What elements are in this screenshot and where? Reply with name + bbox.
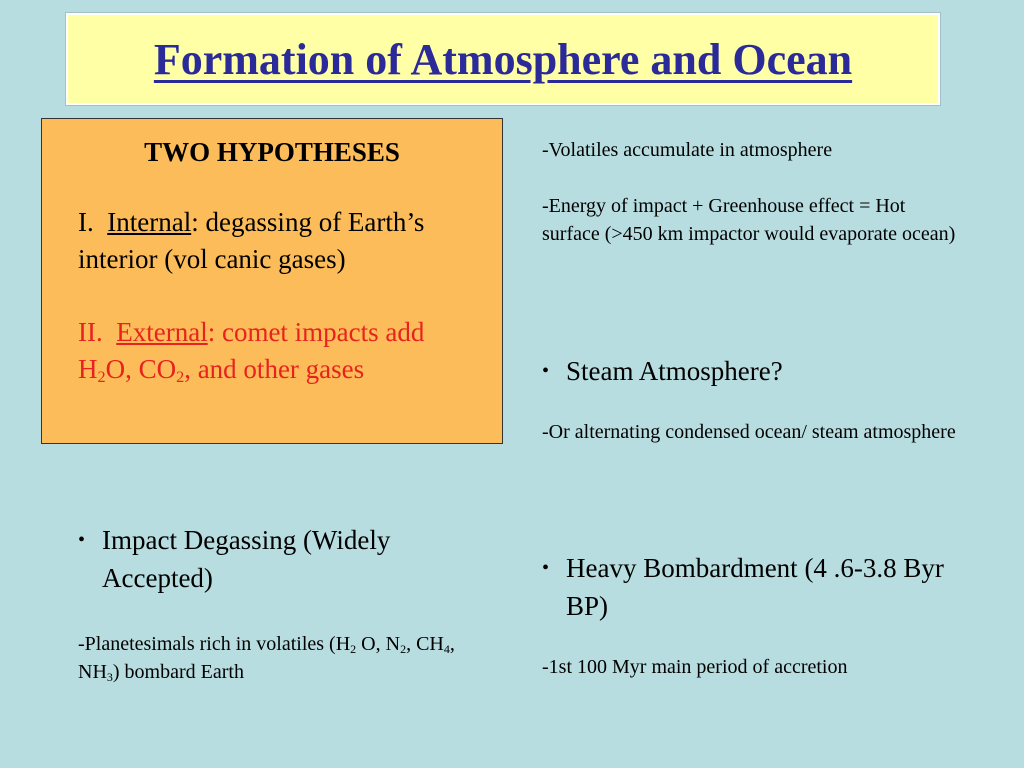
- note-alternating: -Or alternating condensed ocean/ steam atmosphere: [542, 421, 956, 443]
- title-banner: [66, 13, 940, 105]
- external-text-c: , and other gases: [184, 354, 365, 384]
- hypotheses-box: [41, 118, 503, 444]
- note-planetesimals-b: O, N: [356, 633, 401, 655]
- bullet-heavy-bombardment-text: Heavy Bombardment (4 .6-3.8 Byr BP): [566, 553, 944, 621]
- external-sub-1: 2: [97, 368, 106, 387]
- internal-numeral: I.: [78, 207, 94, 237]
- note-sub-ch4: 4: [443, 642, 450, 656]
- bullet-impact-degassing-text: Impact Degassing (Widely Accepted): [102, 525, 391, 593]
- bullet-impact-degassing: [78, 521, 478, 597]
- note-sub-h2: 2: [350, 642, 357, 656]
- bullet-dot: •: [542, 360, 550, 382]
- hypotheses-heading: TWO HYPOTHESES: [144, 137, 400, 167]
- note-sub-nh3: 3: [106, 670, 113, 684]
- external-text-b: O, CO: [105, 354, 177, 384]
- note-energy-impact: -Energy of impact + Greenhouse effect = Hot surface (>450 km impactor would evaporate ocean): [542, 195, 956, 245]
- bullet-dot: •: [78, 529, 86, 551]
- note-planetesimals-c: , CH: [406, 633, 444, 655]
- note-planetesimals: [78, 630, 498, 686]
- note-sub-n2: 2: [400, 642, 407, 656]
- note-planetesimals-a: -Planetesimals rich in volatiles (H: [78, 633, 351, 655]
- external-sub-2: 2: [176, 368, 185, 387]
- external-text-a: : comet impacts add H: [78, 317, 425, 384]
- bullet-dot: •: [542, 557, 550, 579]
- bullet-steam-atmosphere-text: Steam Atmosphere?: [566, 356, 783, 386]
- internal-text: : degassing of Earth’s interior (vol canic gases): [78, 207, 425, 274]
- note-planetesimals-e: ) bombard Earth: [112, 661, 244, 683]
- internal-label: Internal: [107, 207, 192, 237]
- hypothesis-internal: [78, 204, 484, 278]
- slide-title: Formation of Atmosphere and Ocean: [153, 34, 853, 84]
- note-accretion: -1st 100 Myr main period of accretion: [542, 656, 848, 678]
- bullet-steam-atmosphere: [542, 352, 972, 390]
- bullet-heavy-bombardment: [542, 549, 982, 625]
- note-planetesimals-d: , NH: [78, 633, 455, 683]
- note-volatiles: -Volatiles accumulate in atmosphere: [542, 139, 833, 161]
- external-numeral: II.: [78, 317, 103, 347]
- hypothesis-external: [78, 314, 484, 388]
- external-label: External: [116, 317, 208, 347]
